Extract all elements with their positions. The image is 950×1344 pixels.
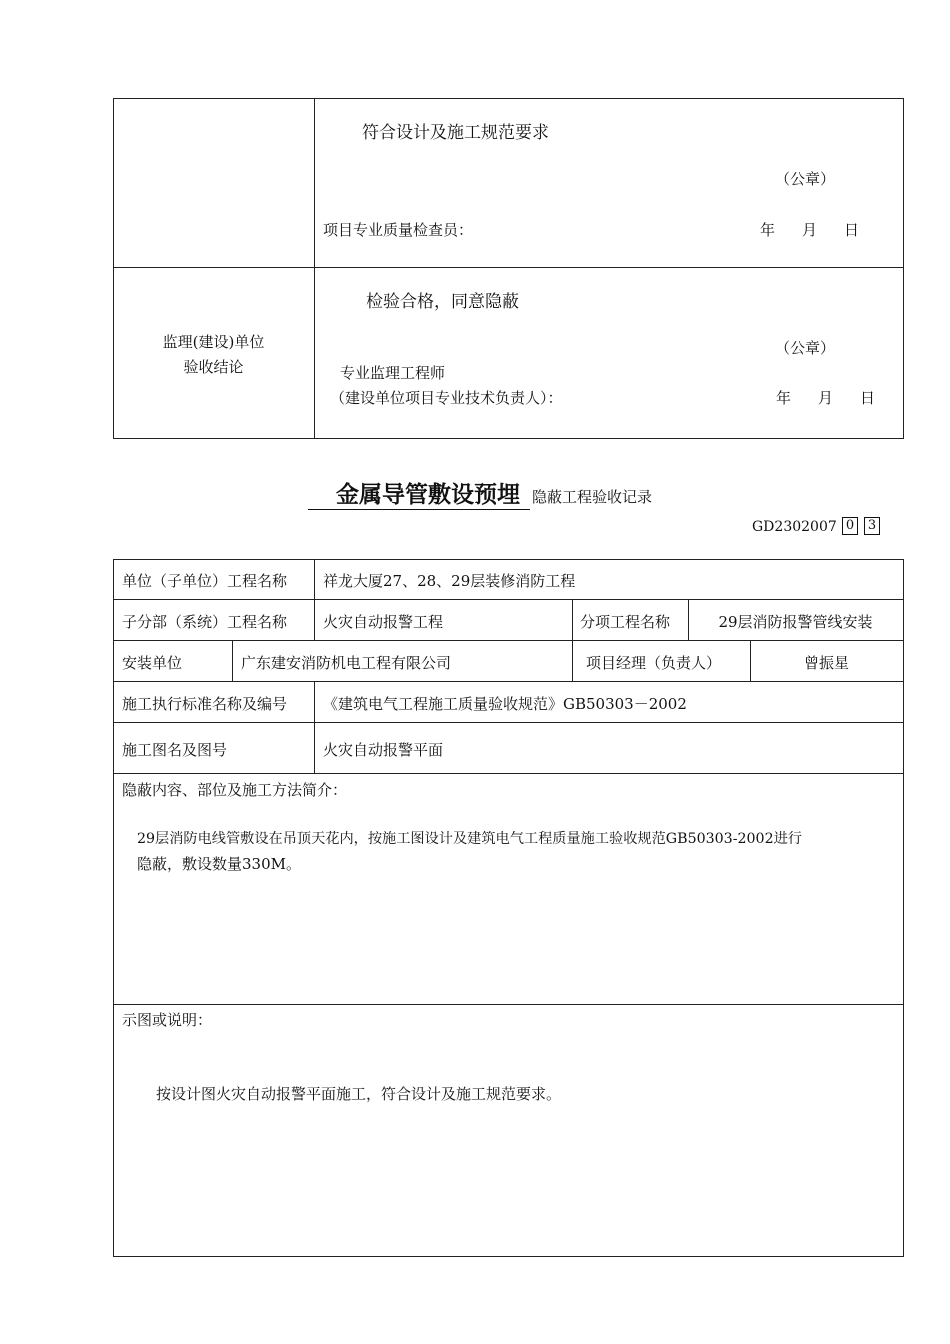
construction-opinion: 符合设计及施工规范要求 (362, 123, 549, 143)
hidden-content-line: 29层消防电线管敷设在吊顶天花内，按施工图设计及建筑电气工程质量施工验收规范GB50303-2002进行 (137, 831, 802, 847)
seal-label: （公章） (775, 170, 836, 188)
supervision-engineer-label: 专业监理工程师 (340, 364, 446, 382)
project-name-label: 单位（子单位）工程名称 (122, 572, 288, 590)
date-month: 月 (802, 221, 818, 239)
project-manager-value: 曾振星 (803, 654, 849, 672)
owner-technical-lead-label: （建设单位项目专业技术负责人）： (330, 389, 563, 407)
project-manager-label: 项目经理（负责人） (586, 654, 722, 672)
supervision-unit-label: 监理(建设)单位 (162, 333, 265, 351)
code-box: 3 (864, 517, 880, 535)
date-day: 日 (860, 389, 876, 407)
sub-project-label: 子分部（系统）工程名称 (122, 613, 288, 631)
install-unit-value: 广东建安消防机电工程有限公司 (241, 654, 452, 672)
standard-value: 《建筑电气工程施工质量验收规范》GB50303－2002 (323, 695, 687, 713)
record-code: GD2302007 (752, 519, 837, 535)
drawing-label: 施工图名及图号 (122, 741, 228, 759)
record-title-main: 金属导管敷设预埋 (308, 476, 530, 510)
record-title-suffix: 隐蔽工程验收记录 (532, 488, 653, 506)
date-month: 月 (818, 389, 834, 407)
diagram-label: 示图或说明： (122, 1011, 213, 1029)
diagram-text: 按设计图火灾自动报警平面施工，符合设计及施工规范要求。 (156, 1085, 562, 1103)
inspector-label: 项目专业质量检查员： (323, 221, 474, 239)
hidden-content-line: 隐蔽，敷设数量330M。 (137, 855, 301, 873)
hidden-content-label: 隐蔽内容、部位及施工方法简介： (122, 781, 348, 799)
install-unit-label: 安装单位 (122, 654, 183, 672)
seal-label: （公章） (775, 339, 836, 357)
date-year: 年 (760, 221, 776, 239)
drawing-value: 火灾自动报警平面 (323, 741, 444, 759)
item-name-label: 分项工程名称 (580, 613, 671, 631)
acceptance-conclusion-label: 验收结论 (183, 358, 244, 376)
sub-project-value: 火灾自动报警工程 (323, 613, 444, 631)
project-name-value: 祥龙大厦27、28、29层装修消防工程 (323, 572, 576, 590)
code-box: 0 (842, 517, 858, 535)
date-year: 年 (776, 389, 792, 407)
date-day: 日 (844, 221, 860, 239)
record-title (308, 476, 652, 510)
standard-label: 施工执行标准名称及编号 (122, 695, 288, 713)
supervision-opinion: 检验合格，同意隐蔽 (366, 292, 519, 312)
item-name-value: 29层消防报警管线安装 (718, 613, 873, 631)
